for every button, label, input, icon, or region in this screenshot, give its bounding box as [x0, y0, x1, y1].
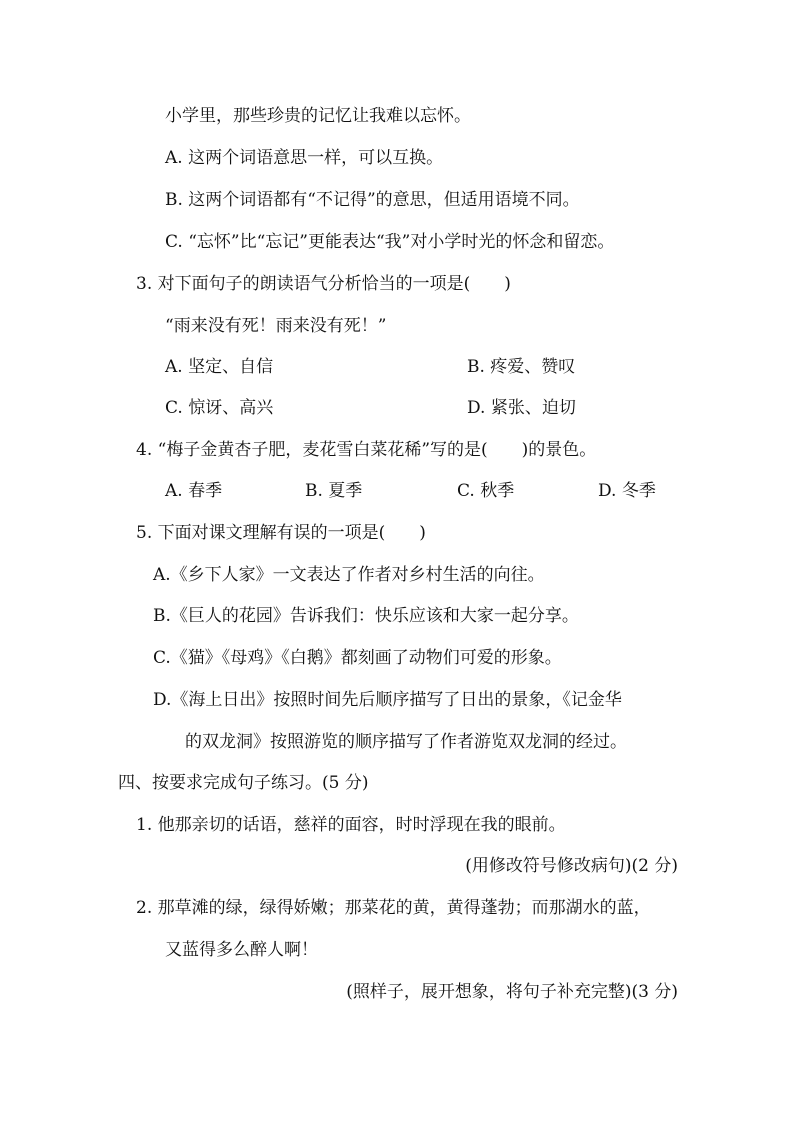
- option-d: D. 冬季: [598, 481, 656, 501]
- exercise-1: 1. 他那亲切的话语，慈祥的面容，时时浮现在我的眼前。: [136, 815, 566, 835]
- question-3: 3. 对下面句子的朗读语气分析恰当的一项是( ): [136, 274, 511, 294]
- option-d: D. 紧张、迫切: [467, 398, 576, 418]
- exercise-2-continued: 又蓝得多么醉人啊！: [165, 940, 318, 960]
- exercise-1-instruction: (用修改符号修改病句)(2 分): [465, 856, 678, 876]
- option-b: B. 夏季: [305, 481, 363, 501]
- option-d: D.《海上日出》按照时间先后顺序描写了日出的景象，《记金华: [153, 690, 622, 710]
- option-b: B.《巨人的花园》告诉我们：快乐应该和大家一起分享。: [153, 606, 579, 626]
- option-c: C. 秋季: [457, 481, 515, 501]
- option-a: A.《乡下人家》一文表达了作者对乡村生活的向往。: [153, 565, 545, 585]
- question-4: 4. “梅子金黄杏子肥，麦花雪白菜花稀”写的是( )的景色。: [136, 440, 597, 460]
- section-heading: 四、按要求完成句子练习。(5 分): [118, 773, 369, 793]
- option-c: C.《猫》《母鸡》《白鹅》都刻画了动物们可爱的形象。: [153, 648, 562, 668]
- quoted-sentence: “雨来没有死！雨来没有死！”: [165, 316, 387, 336]
- option-a: A. 春季: [165, 481, 223, 501]
- exercise-2-instruction: (照样子，展开想象，将句子补充完整)(3 分): [346, 982, 678, 1002]
- option-d-continued: 的双龙洞》按照游览的顺序描写了作者游览双龙洞的经过。: [185, 732, 627, 752]
- option-b: B. 疼爱、赞叹: [467, 357, 576, 377]
- question-5: 5. 下面对课文理解有误的一项是( ): [136, 523, 426, 543]
- exercise-2: 2. 那草滩的绿，绿得娇嫩；那菜花的黄，黄得蓬勃；而那湖水的蓝，: [136, 898, 651, 918]
- option-c: C. 惊讶、高兴: [165, 398, 274, 418]
- option-c: C. “忘怀”比“忘记”更能表达“我”对小学时光的怀念和留恋。: [165, 232, 615, 252]
- option-a: A. 坚定、自信: [165, 357, 274, 377]
- option-b: B. 这两个词语都有“不记得”的意思，但适用语境不同。: [165, 190, 580, 210]
- option-a: A. 这两个词语意思一样，可以互换。: [165, 148, 444, 168]
- text-line: 小学里，那些珍贵的记忆让我难以忘怀。: [165, 106, 471, 126]
